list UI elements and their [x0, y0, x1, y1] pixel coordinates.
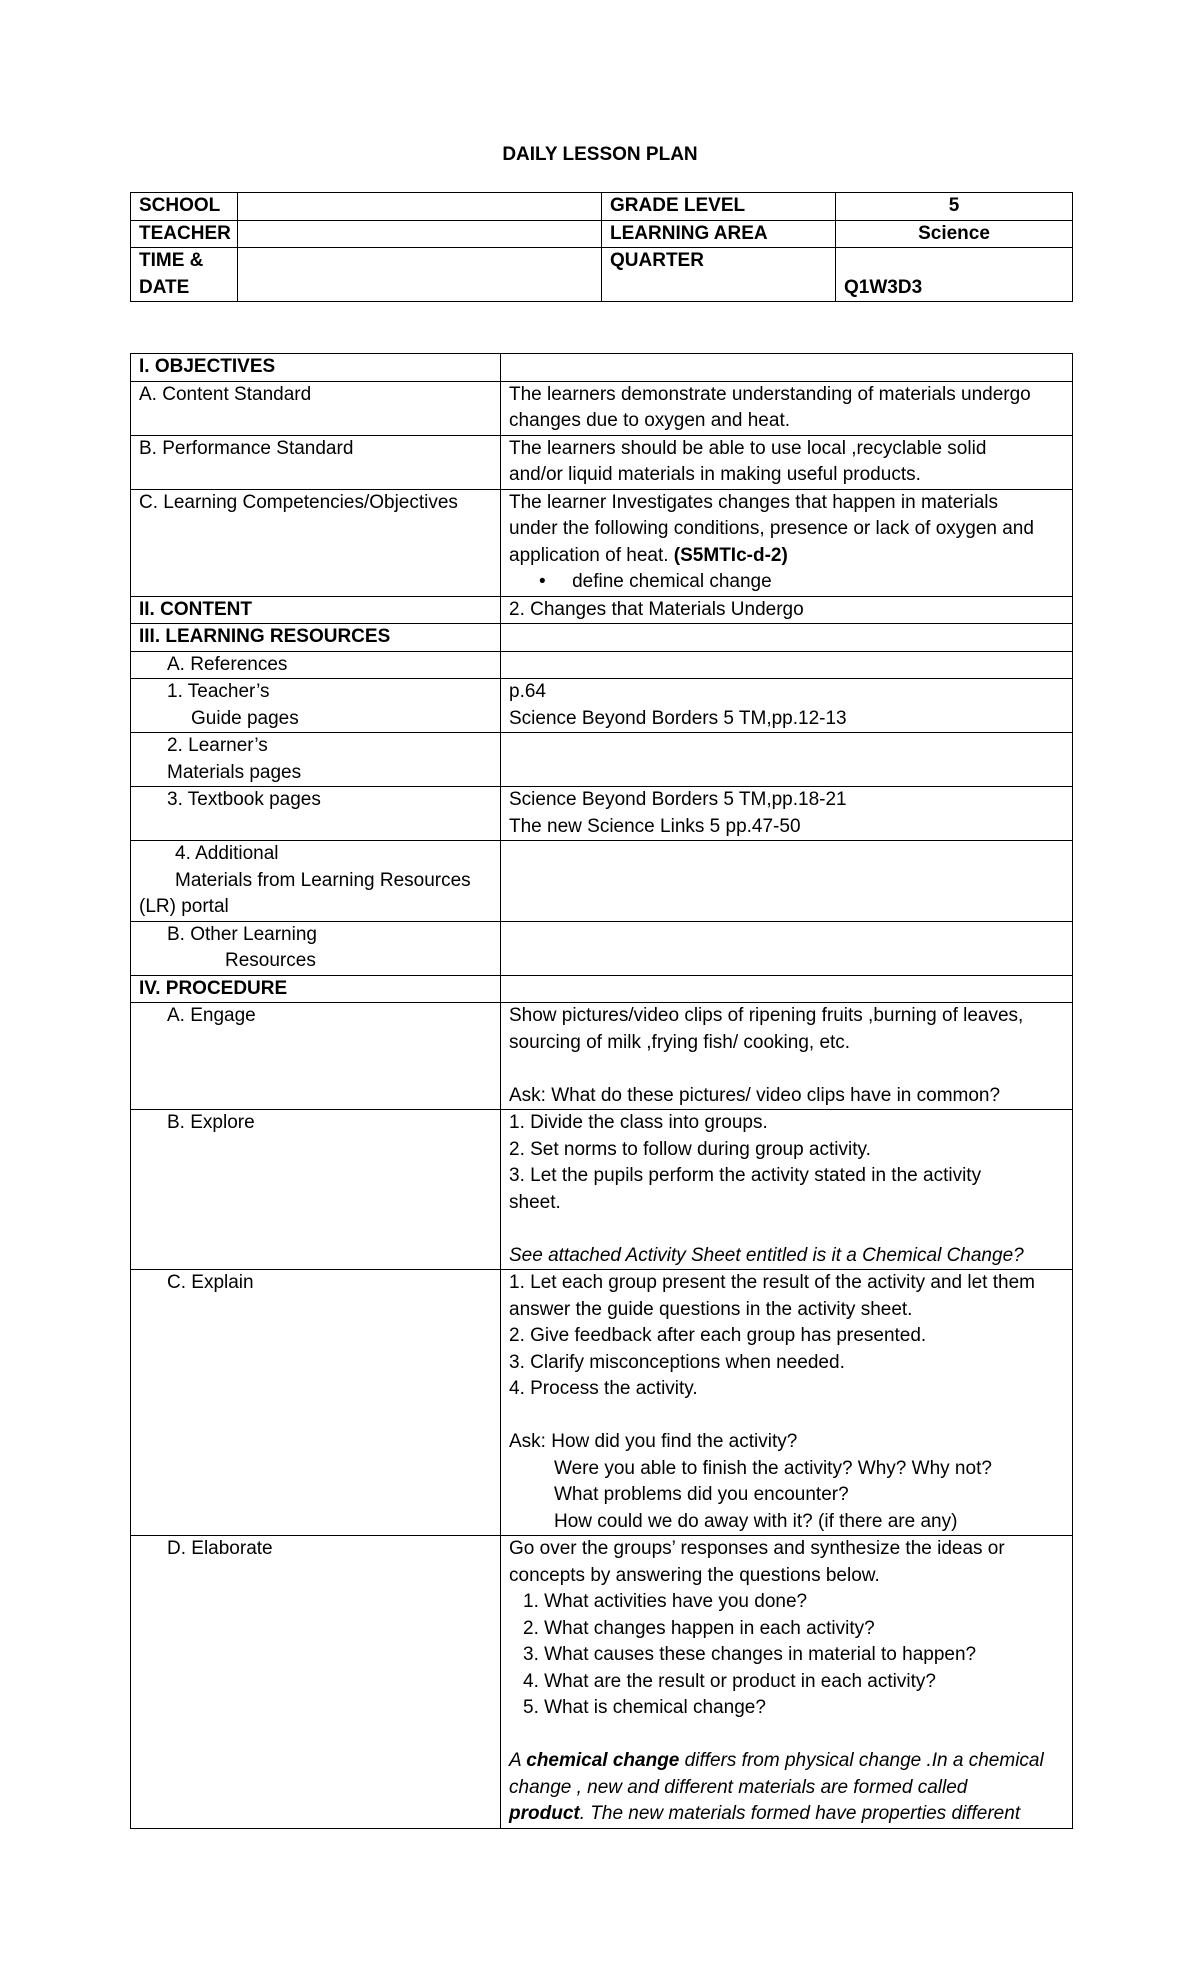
teachers-guide-row — [131, 679, 1073, 733]
performance-standard-line: The learners should be able to use local ,recyclable solid — [509, 437, 987, 459]
time-date-label — [131, 248, 238, 302]
teachers-guide-value — [501, 679, 1073, 733]
additional-materials-value — [501, 841, 1073, 922]
explain-line: Were you able to finish the activity? Why? Why not? — [554, 1457, 992, 1479]
content-row — [131, 596, 1073, 624]
content-standard-row — [131, 381, 1073, 435]
learning-area-value: Science — [836, 220, 1073, 248]
header-row-teacher — [131, 220, 1073, 248]
procedure-heading: IV. PROCEDURE — [131, 975, 501, 1003]
textbook-label: 3. Textbook pages — [131, 787, 501, 841]
textbook-source: The new Science Links 5 pp.47-50 — [509, 815, 801, 837]
performance-standard-line: and/or liquid materials in making useful products. — [509, 464, 921, 485]
engage-label: A. Engage — [131, 1003, 501, 1110]
school-value — [238, 193, 602, 221]
other-resources-line: Resources — [225, 950, 316, 971]
explore-line: 2. Set norms to follow during group activity. — [509, 1138, 871, 1160]
competency-line: The learner Investigates changes that happen in materials — [509, 491, 999, 513]
quarter-label: QUARTER — [602, 248, 836, 302]
other-resources-row — [131, 921, 1073, 975]
teacher-label: TEACHER — [131, 220, 238, 248]
definition-line: change , new and different materials are formed called — [509, 1776, 968, 1798]
competencies-row — [131, 489, 1073, 596]
textbook-value — [501, 787, 1073, 841]
engage-line: Ask: What do these pictures/ video clips have in common? — [509, 1084, 1001, 1106]
teachers-guide-label — [131, 679, 501, 733]
explore-value — [501, 1110, 1073, 1270]
spacer — [509, 1056, 1064, 1083]
additional-materials-line: (LR) portal — [139, 896, 229, 917]
textbook-row — [131, 787, 1073, 841]
references-row — [131, 651, 1073, 679]
content-standard-line: changes due to oxygen and heat. — [509, 410, 791, 431]
competencies-value — [501, 489, 1073, 596]
content-value: 2. Changes that Materials Undergo — [501, 596, 1073, 624]
other-resources-value — [501, 921, 1073, 975]
elaborate-row — [131, 1536, 1073, 1829]
definition-line — [509, 1748, 1064, 1775]
elaborate-label: D. Elaborate — [131, 1536, 501, 1829]
resources-heading-value — [501, 624, 1073, 652]
competency-bullet-text: define chemical change — [572, 571, 772, 592]
elaborate-question: 1. What activities have you done? — [523, 1591, 808, 1612]
content-standard-label: A. Content Standard — [131, 381, 501, 435]
teachers-guide-page: p.64 — [509, 681, 546, 702]
additional-materials-row — [131, 841, 1073, 922]
content-standard-value — [501, 381, 1073, 435]
time-date-value — [238, 248, 602, 302]
resources-heading: III. LEARNING RESOURCES — [131, 624, 501, 652]
definition-line — [509, 1801, 1064, 1828]
other-resources-line: B. Other Learning — [167, 923, 317, 945]
date-label: DATE — [139, 276, 190, 298]
references-label: A. References — [131, 651, 501, 679]
learners-materials-label — [131, 733, 501, 787]
objectives-heading-value — [501, 354, 1073, 382]
competency-code: (S5MTIc-d-2) — [673, 544, 788, 566]
elaborate-question: 2. What changes happen in each activity? — [523, 1617, 875, 1639]
teachers-guide-line: 1. Teacher’s — [167, 681, 270, 702]
performance-standard-value — [501, 435, 1073, 489]
competency-text: application of heat. — [509, 544, 674, 566]
teachers-guide-source: Science Beyond Borders 5 TM,pp.12-13 — [509, 707, 847, 729]
spacer — [509, 1722, 1064, 1749]
school-label: SCHOOL — [131, 193, 238, 221]
elaborate-line: Go over the groups’ responses and synthesize the ideas or — [509, 1538, 1005, 1559]
explore-line: 3. Let the pupils perform the activity stated in the activity — [509, 1165, 982, 1186]
competencies-label: C. Learning Competencies/Objectives — [131, 489, 501, 596]
learners-materials-value — [501, 733, 1073, 787]
references-value — [501, 651, 1073, 679]
explore-row — [131, 1110, 1073, 1270]
definition-text: A — [509, 1750, 527, 1771]
other-resources-label — [131, 921, 501, 975]
explain-line: 2. Give feedback after each group has presented. — [509, 1325, 927, 1346]
definition-product: product — [509, 1803, 580, 1824]
learners-materials-line: Materials pages — [167, 761, 302, 783]
learners-materials-line: 2. Learner’s — [167, 735, 268, 756]
explain-line: 4. Process the activity. — [509, 1378, 698, 1399]
explain-row — [131, 1270, 1073, 1536]
definition-text: differs from physical change .In a chemical — [679, 1750, 1044, 1771]
engage-value — [501, 1003, 1073, 1110]
explore-label: B. Explore — [131, 1110, 501, 1270]
performance-standard-label: B. Performance Standard — [131, 435, 501, 489]
explain-line: Ask: How did you find the activity? — [509, 1431, 798, 1452]
spacer — [509, 1403, 1064, 1430]
explain-line: 1. Let each group present the result of the activity and let them — [509, 1272, 1035, 1293]
content-standard-line: The learners demonstrate understanding of materials undergo — [509, 383, 1031, 405]
explore-line: 1. Divide the class into groups. — [509, 1112, 768, 1133]
explore-note: See attached Activity Sheet entitled is it a Chemical Change? — [509, 1244, 1024, 1266]
grade-level-label: GRADE LEVEL — [602, 193, 836, 221]
elaborate-question: 4. What are the result or product in each activity? — [523, 1670, 936, 1692]
procedure-heading-value — [501, 975, 1073, 1003]
explain-line: answer the guide questions in the activity sheet. — [509, 1298, 913, 1320]
elaborate-question: 3. What causes these changes in material to happen? — [523, 1644, 977, 1665]
learning-area-label: LEARNING AREA — [602, 220, 836, 248]
additional-materials-line: Materials from Learning Resources — [175, 869, 471, 891]
performance-standard-row — [131, 435, 1073, 489]
elaborate-line: concepts by answering the questions below. — [509, 1564, 880, 1586]
explain-line: What problems did you encounter? — [554, 1484, 849, 1505]
spacer — [509, 1216, 1064, 1243]
explain-line: How could we do away with it? (if there are any) — [554, 1510, 958, 1532]
engage-line: sourcing of milk ,frying fish/ cooking, etc. — [509, 1031, 851, 1053]
header-row-school — [131, 193, 1073, 221]
explain-value — [501, 1270, 1073, 1536]
elaborate-value — [501, 1536, 1073, 1829]
teachers-guide-line: Guide pages — [191, 707, 299, 729]
header-table — [130, 192, 1073, 302]
explain-label: C. Explain — [131, 1270, 501, 1536]
learners-materials-row — [131, 733, 1073, 787]
procedure-heading-row — [131, 975, 1073, 1003]
additional-materials-label — [131, 841, 501, 922]
objectives-heading: I. OBJECTIVES — [131, 354, 501, 382]
competency-line — [509, 543, 1064, 570]
teacher-value — [238, 220, 602, 248]
definition-term: chemical change — [526, 1750, 680, 1771]
engage-line: Show pictures/video clips of ripening fruits ,burning of leaves, — [509, 1005, 1024, 1026]
lesson-plan-table — [130, 353, 1073, 1829]
engage-row — [131, 1003, 1073, 1110]
competency-bullet — [509, 569, 1064, 596]
grade-level-value: 5 — [836, 193, 1073, 221]
header-row-time — [131, 248, 1073, 302]
explain-line: 3. Clarify misconceptions when needed. — [509, 1351, 845, 1373]
competency-line: under the following conditions, presence or lack of oxygen and — [509, 518, 1034, 539]
bullet-icon: • — [539, 571, 546, 592]
additional-materials-line: 4. Additional — [175, 843, 279, 864]
time-label: TIME & — [139, 250, 204, 271]
resources-heading-row — [131, 624, 1073, 652]
objectives-heading-row — [131, 354, 1073, 382]
definition-text: . The new materials formed have properties different — [579, 1803, 1021, 1824]
page-title: DAILY LESSON PLAN — [502, 144, 698, 165]
textbook-source: Science Beyond Borders 5 TM,pp.18-21 — [509, 789, 847, 810]
explore-line: sheet. — [509, 1191, 561, 1213]
content-heading: II. CONTENT — [131, 596, 501, 624]
quarter-value: Q1W3D3 — [836, 248, 1073, 302]
elaborate-question: 5. What is chemical change? — [523, 1697, 766, 1718]
